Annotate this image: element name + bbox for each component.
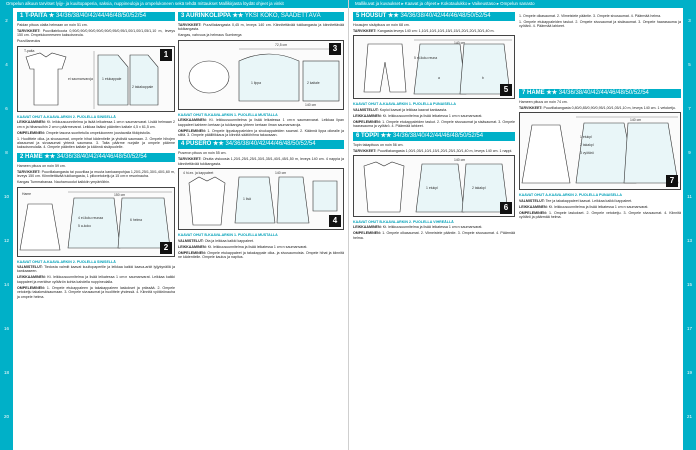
section-3-cutting: LEIKKAAMINEN: Kt. leikkuusuunnitelma ja lisää leikatessa 1 cm:n saumanvarat. Leikkaa lipan kappaleet kahteen kertaan ja tukikangas yhteen kertaan ilman saumanvaroja.	[178, 118, 345, 127]
page-number: 21	[686, 414, 692, 419]
page-number: 11	[687, 194, 692, 199]
page-number: 15	[686, 282, 692, 287]
figure-label: 140 cm	[630, 118, 642, 123]
section-5-length: Housujen sisäpituus on noin 68 cm.	[353, 23, 410, 27]
section-7-title: 7 HAME ★★ 34/36/38/40/42/44/46/48/50/52/54	[519, 89, 681, 98]
cutting-layout-6	[353, 155, 515, 217]
section-1-cutting: LEIKKAAMINEN: Kt. leikkuusuunnitelma ja lisää leikatessa 1 cm:n saumanvarat. Lisää helmaan 2 cm:n ja hihansuihin 2 cm:n päärmevarat. Leikkaa lisäksi pääntien kaitale 4,5 x 61,5 cm.	[17, 120, 175, 129]
right-page-tab	[683, 8, 696, 450]
section-6-cutting: LEIKKAAMINEN: Kt. leikkuusuunnitelma ja lisää leikatessa 1 cm:n saumanvarat.	[353, 225, 483, 230]
blouse-diagram	[179, 169, 345, 231]
section-7-prep: VALMISTELUT: Tee ja takakappaleet kaavat. Leikkaa kaikki kappaleet.	[519, 198, 633, 203]
section-5-continued: 1. Ompele etukappaleiden taskut. 2. Ompele sivusaumat ja sisäsaumat. 3. Ompele haarasauma ja vyötärö. 4. Päärmää lahkeet.	[519, 20, 681, 29]
section-7-cutting: LEIKKAAMINEN: Kt. leikkuusuunnitelma ja lisää leikatessa 1 cm:n saumanvarat.	[519, 204, 649, 209]
figure-label: T-paita	[24, 48, 35, 53]
left-column-2	[178, 12, 344, 261]
section-4-materials: TARVIKKEET: Ohutta viskoosia 1,20/1,25/1,25/1,30/1,35/1,40/1,45/1,50 m, leveys 140 cm. 4 nappia ja kiinnitettävää tukikangasta.	[178, 157, 344, 166]
page-number: 5	[688, 62, 691, 67]
tshirt-diagram	[18, 47, 176, 113]
page-number: 7	[688, 106, 691, 111]
section-6-length: Topin takapituus on noin 56 cm.	[353, 142, 404, 147]
section-1-length: Paidan pituus olalta helmaan on noin 51 cm.	[17, 23, 88, 27]
section-4-sewing: OMPELEMINEN: Ompele etukappaleet ja takakappale olka- ja sivusaumoista. Ompele hihat ja kiinnitä ne kädentielle. Ompele kaulus ja napitus.	[178, 250, 345, 260]
cutting-layout-2	[17, 187, 175, 257]
left-page-tab	[0, 8, 13, 450]
figure-label: 140 cm	[305, 102, 317, 107]
figure-label: 1 etukpl	[580, 135, 592, 140]
section-4-badge: 4	[329, 215, 341, 227]
section-4-title: 4 PUSERO ★★ 34/36/38/40/42/44/46/48/50/52/54	[178, 140, 344, 149]
page-number: 19	[686, 370, 692, 375]
section-3-pattern-location: KAAVAT OHUT B-KAAVA-ARKIN 1. PUOLELLA MUSTALLA	[178, 112, 278, 117]
cutting-layout-7	[519, 112, 681, 190]
section-5-title: 5 HOUSUT ★★ 34/36/38/40/42/44/46/48/50/52/54	[353, 12, 515, 21]
section-1-steps: 1. Huolittele olka- ja sivusaumat, ompele hihat kädentielle ja yhdistä saumaan. 2. Ompele hihojen alasaumat ja sivusaumat yhtenä saumana. 3. Taita päärme nurjalle ja ompele päärme kaksoisneulalla. 4. Ompele pääntien kaitale ja käännä sisäpuolelle.	[17, 136, 175, 150]
skirt-7-diagram	[520, 113, 682, 191]
section-5-prep: VALMISTELUT: Kopioi kaavat ja leikkaa kaavat kankaasta.	[353, 107, 448, 112]
trousers-diagram	[354, 36, 516, 100]
figure-label: 6 helma	[130, 217, 143, 222]
figure-label: 150 cm	[114, 192, 126, 197]
page-number: 13	[686, 238, 692, 243]
figure-label: Hame	[22, 191, 32, 196]
section-7-length: Hameen pituus on noin 74 cm.	[519, 99, 568, 104]
section-6-materials: TARVIKKEET: Puuvillakangasta 1,00/1,05/1,10/1,15/1,20/1,25/1,30/1,40 m, leveys 140 cm. 1 nappi.	[353, 148, 513, 153]
section-6-continued: 1. Ompele olkasaumat. 2. Viimeistele pääntie. 3. Ompele sivusaumat. 4. Päärmää helma.	[519, 14, 662, 18]
figure-label: 3 vyötärö	[580, 151, 594, 156]
skirt-diagram	[18, 188, 176, 258]
figure-label: 2 kaitale	[307, 80, 320, 85]
figure-label: 4 hi-ex. ja kappaleet	[183, 171, 214, 176]
figure-label: a	[438, 76, 440, 81]
section-6-title: 6 TOPPI ★★ 34/36/38/40/42/44/46/48/50/52/54	[353, 132, 515, 141]
page-number: 4	[5, 62, 8, 67]
section-1-materials: TARVIKKEET: Puuvillatrikoota 0,90/0,90/0,90/0,90/0,90/0,95/0,95/1,00/1,00/1,05/1,10 m, leveys 150 cm. Ompelukoneeseen kaksoisneula.	[17, 29, 176, 38]
page-number: 20	[3, 414, 9, 419]
section-4-pattern-location: KAAVAT OHUT B-KAAVA-ARKIN 1. PUOLELLA MUSTALLA	[178, 233, 278, 238]
figure-label: 5 ei-liuku reuna	[414, 56, 438, 61]
section-2-length: Hameen pituus on noin 59 cm.	[17, 163, 66, 168]
page-number: 12	[3, 238, 9, 243]
section-1-fabric: Puuvillaneulos	[17, 39, 41, 44]
right-page-topbar: Mallikuvat ja kuvaukset ▸ Kaavat ja ohjeet ▸ Kokotaulukko ▸ Vaikeustaso ▸ Ompelun sanasto	[349, 0, 696, 8]
section-6-sewing: OMPELEMINEN: 1. Ompele olkasaumat. 2. Viimeistele pääntie. 3. Ompele sivusaumat. 4. Päärmää helma.	[353, 231, 516, 240]
figure-label: b	[482, 76, 484, 81]
section-2-fabric: Kangas Tummabanaa. Nauhamuodut kaikkiin ympärtöihin.	[17, 180, 111, 185]
section-2-prep: VALMISTELUT: Tiedosta valmiit kaavat kuultopaperille ja leikkaa kaikki kaava-arkit lyijykynällä ja kankaaseen.	[17, 265, 176, 274]
page-number: 3	[688, 18, 691, 23]
section-5-pattern-location: KAAVAT OHUT A-KAAVA-ARKIN 1. PUOLELLA PUNAISELLA	[353, 102, 457, 107]
right-column-2	[519, 12, 681, 221]
page-number: 2	[5, 18, 8, 23]
section-7-sewing: OMPELEMINEN: 1. Ompele laskokset. 2. Ompele vetoketju. 3. Ompele sivusaumat. 4. Kiinnitä vyötärö ja päärmää helma.	[519, 210, 681, 220]
section-2-materials: TARVIKKEET: Puuvillakangasta tai puuvillaa ja muuta kankaanpohjaa 1,20/1,25/1,30/1,40/1,60 m, leveys 150 cm. Kiinnitettävää tukikangasta, 1 piilovetoketju ja 15 cm:n resorinauha.	[17, 169, 176, 179]
left-page-topbar: Ompelun alkuun tarvitset lyijy- ja kuultopaperia, saksia, nuppineuloja ja ompelukoneen sekä tehdä mittaukset Mallikirjasta löydät ohjeet ja vinkit	[0, 0, 348, 8]
section-3-sewing: OMPELEMINEN: 1. Ompele lippakappaleiden ja sivukappaleiden saumat. 2. Käännä lippa oikealle ja silitä. 3. Ompele päällitikkaus ja kiinnitä säätöhihna takaosaan.	[178, 128, 344, 138]
section-1-pattern-location: KAAVAT OHUT A-KAAVA-ARKIN 2. PUOLELLA SINISELLÄ	[17, 114, 116, 119]
figure-label: 2 takakpl	[580, 143, 594, 148]
section-5-materials: TARVIKKEET: Kangasta leveys 140 cm: 1,10/1,10/1,10/1,15/1,15/1,20/1,20/1,30/1,40 m.	[353, 29, 495, 33]
section-4-length: Puseron pituus on noin 55 cm.	[178, 151, 227, 156]
figure-label: 1 lisä	[243, 197, 251, 202]
page-number: 17	[686, 326, 692, 331]
figure-label: ei saumanvaroja	[68, 76, 93, 81]
section-5-badge: 5	[500, 84, 512, 96]
page-number: 16	[3, 326, 9, 331]
cutting-layout-5	[353, 35, 515, 99]
section-6-pattern-location: KAAVAT OHUT B-KAAVA-ARKIN 2. PUOLELLA VIHREÄLLÄ	[353, 220, 454, 225]
cutting-layout-4	[178, 168, 344, 230]
page-number: 14	[3, 282, 9, 287]
figure-label: 2 takakappale	[132, 84, 154, 89]
cutting-layout-1	[17, 46, 175, 112]
page-number: 18	[3, 370, 9, 375]
section-2-pattern-location: KAAVAT OHUT A-KAAVA-ARKIN 2. PUOLELLA SINISELLÄ	[17, 259, 116, 264]
right-column-1	[353, 12, 515, 242]
figure-label: 140 cm	[454, 41, 466, 46]
figure-label: 72,5 cm	[275, 42, 288, 47]
section-4-cutting: LEIKKAAMINEN: Kt. leikkuusuunnitelma ja lisää leikatessa 1 cm:n saumanvarat.	[178, 244, 308, 249]
section-3-fabric: Kangas, vahvuus ja helmaus Sumberga	[178, 33, 242, 38]
figure-label: 1 etukpl	[426, 186, 438, 191]
section-1-sewing: OMPELEMINEN: Ompele tasona suoritetulla ompelukoneen joustavalla tikkipistolla.	[17, 130, 151, 135]
section-3-badge: 3	[329, 43, 341, 55]
page-number: 9	[688, 150, 691, 155]
page-number: 10	[3, 194, 9, 199]
figure-label: 140 cm	[454, 158, 466, 163]
section-3-materials: TARVIKKEET: Puuvillakangasta 0,45 m, leveys 140 cm. Kiinnitettävää tukikangasta ja kiinnitettävää tukikangasta.	[178, 23, 344, 32]
figure-label: 2 takakpl	[472, 186, 486, 191]
section-1-badge: 1	[160, 49, 172, 61]
section-7-materials: TARVIKKEET: Puuvillakangasta 0,80/0,85/0,90/0,95/1,00/1,05/1,10 m, leveys 140 cm. 1 vetoketju.	[519, 105, 676, 110]
section-6-badge: 6	[500, 202, 512, 214]
cutting-layout-3	[178, 40, 344, 110]
section-7-badge: 7	[666, 175, 678, 187]
section-5-sewing: OMPELEMINEN: 1. Ompele etukappaleiden taskut. 2. Ompele sivusaumat ja sisäsaumat. 3. Ompele haarasauma ja vyötärö. 4. Päärmää lahkeet.	[353, 119, 515, 129]
figure-label: 4 ei-liuku reunaa	[78, 215, 104, 220]
left-column-1	[17, 12, 175, 301]
page-number: 8	[5, 150, 8, 155]
figure-label: 140 cm	[275, 171, 287, 176]
cap-diagram	[179, 41, 345, 111]
figure-label: 5 a-koko	[78, 223, 92, 228]
section-7-pattern-location: KAAVAT OHUT A-KAAVA-ARKIN 2. PUOLELLA PUNAISELLA	[519, 193, 623, 198]
section-2-cutting: LEIKKAAMINEN: Kt. leikkuusuunnitelma ja lisää leikatessa 1 cm:n saumanvarat. Leikkaa kaikki kappaleet ja merkitse vyötärön kohta kahdella nuppineulalla.	[17, 275, 176, 284]
section-4-prep: VALMISTELUT: Ota ja leikkaa kaikki kappaleet.	[178, 238, 255, 243]
page-number: 6	[5, 106, 8, 111]
section-2-title: 2 HAME ★★ 34/36/38/40/42/44/46/48/50/52/54	[17, 153, 175, 162]
section-1-title: 1 T-PAITA ★ 34/36/38/40/42/44/46/48/50/52/54	[17, 12, 175, 21]
section-2-badge: 2	[160, 242, 172, 254]
right-page	[348, 0, 696, 450]
section-5-cutting: LEIKKAAMINEN: Kt. leikkuusuunnitelma ja lisää leikatessa 1 cm:n saumanvarat.	[353, 113, 483, 118]
figure-label: 1 etukappale	[102, 76, 122, 81]
section-2-sewing: OMPELEMINEN: 1. Ompele etukappaleen ja takakappaleen laskokset ja prässää. 2. Ompele vetoketju takakeskisaumaan. 3. Ompele sivusaumat ja huolittele yhdessä. 4. Kiinnitä vyötärönauha ja ompele helma.	[17, 285, 176, 299]
section-3-title: 3 AURINKOLIPPA ★★ YKSI KOKO, SÄÄDETTÄVÄ	[178, 12, 344, 21]
figure-label: 1 lippa	[251, 80, 261, 85]
